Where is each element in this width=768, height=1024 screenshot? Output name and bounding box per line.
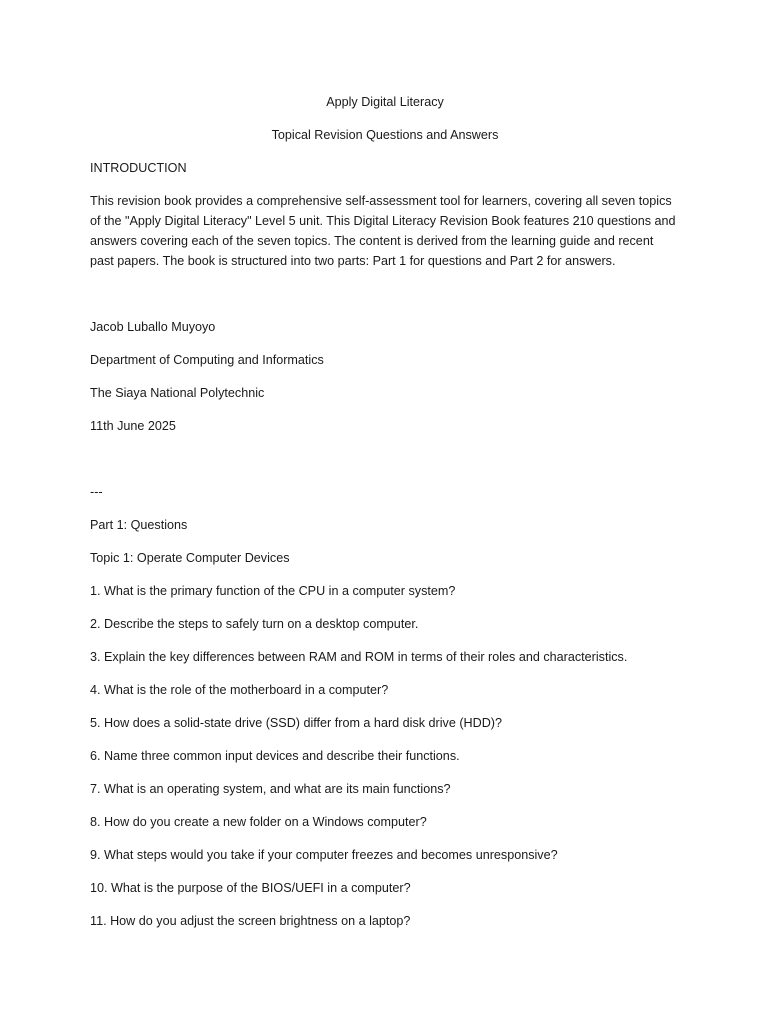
topic-heading: Topic 1: Operate Computer Devices xyxy=(90,551,290,565)
question-item: 9. What steps would you take if your computer freezes and becomes unresponsive? xyxy=(90,848,558,862)
question-item: 8. How do you create a new folder on a Windows computer? xyxy=(90,815,427,829)
question-item: 1. What is the primary function of the CPU in a computer system? xyxy=(90,584,456,598)
section-spacer xyxy=(90,284,680,317)
section-spacer xyxy=(90,449,680,482)
question-item: 6. Name three common input devices and describe their functions. xyxy=(90,749,460,763)
separator: --- xyxy=(90,485,103,499)
question-item: 3. Explain the key differences between RAM and ROM in terms of their roles and characteristics. xyxy=(90,650,628,664)
document-date: 11th June 2025 xyxy=(90,419,176,433)
question-item: 5. How does a solid-state drive (SSD) differ from a hard disk drive (HDD)? xyxy=(90,716,503,730)
author-name: Jacob Luballo Muyoyo xyxy=(90,320,216,334)
intro-paragraph: This revision book provides a comprehensive self-assessment tool for learners, covering all seven topics of the "Apply Digital Literacy" Level 5 unit. This Digital Literacy Revision Book features 210 questions and answers covering each of the seven topics. The content is derived from the learning guide and recent past papers. The book is structured into two parts: Part 1 for questions and Part 2 for answers. xyxy=(90,194,676,268)
document-body xyxy=(90,92,680,944)
question-item: 4. What is the role of the motherboard in a computer? xyxy=(90,683,389,697)
question-item: 11. How do you adjust the screen brightness on a laptop? xyxy=(90,914,411,928)
author-institution: The Siaya National Polytechnic xyxy=(90,386,265,400)
question-item: 10. What is the purpose of the BIOS/UEFI in a computer? xyxy=(90,881,411,895)
author-department: Department of Computing and Informatics xyxy=(90,353,324,367)
question-item: 2. Describe the steps to safely turn on a desktop computer. xyxy=(90,617,419,631)
part-heading: Part 1: Questions xyxy=(90,518,188,532)
document-subtitle: Topical Revision Questions and Answers xyxy=(271,128,499,142)
question-list xyxy=(90,581,680,931)
intro-heading: INTRODUCTION xyxy=(90,161,187,175)
document-title: Apply Digital Literacy xyxy=(326,95,444,109)
question-item: 7. What is an operating system, and what are its main functions? xyxy=(90,782,451,796)
